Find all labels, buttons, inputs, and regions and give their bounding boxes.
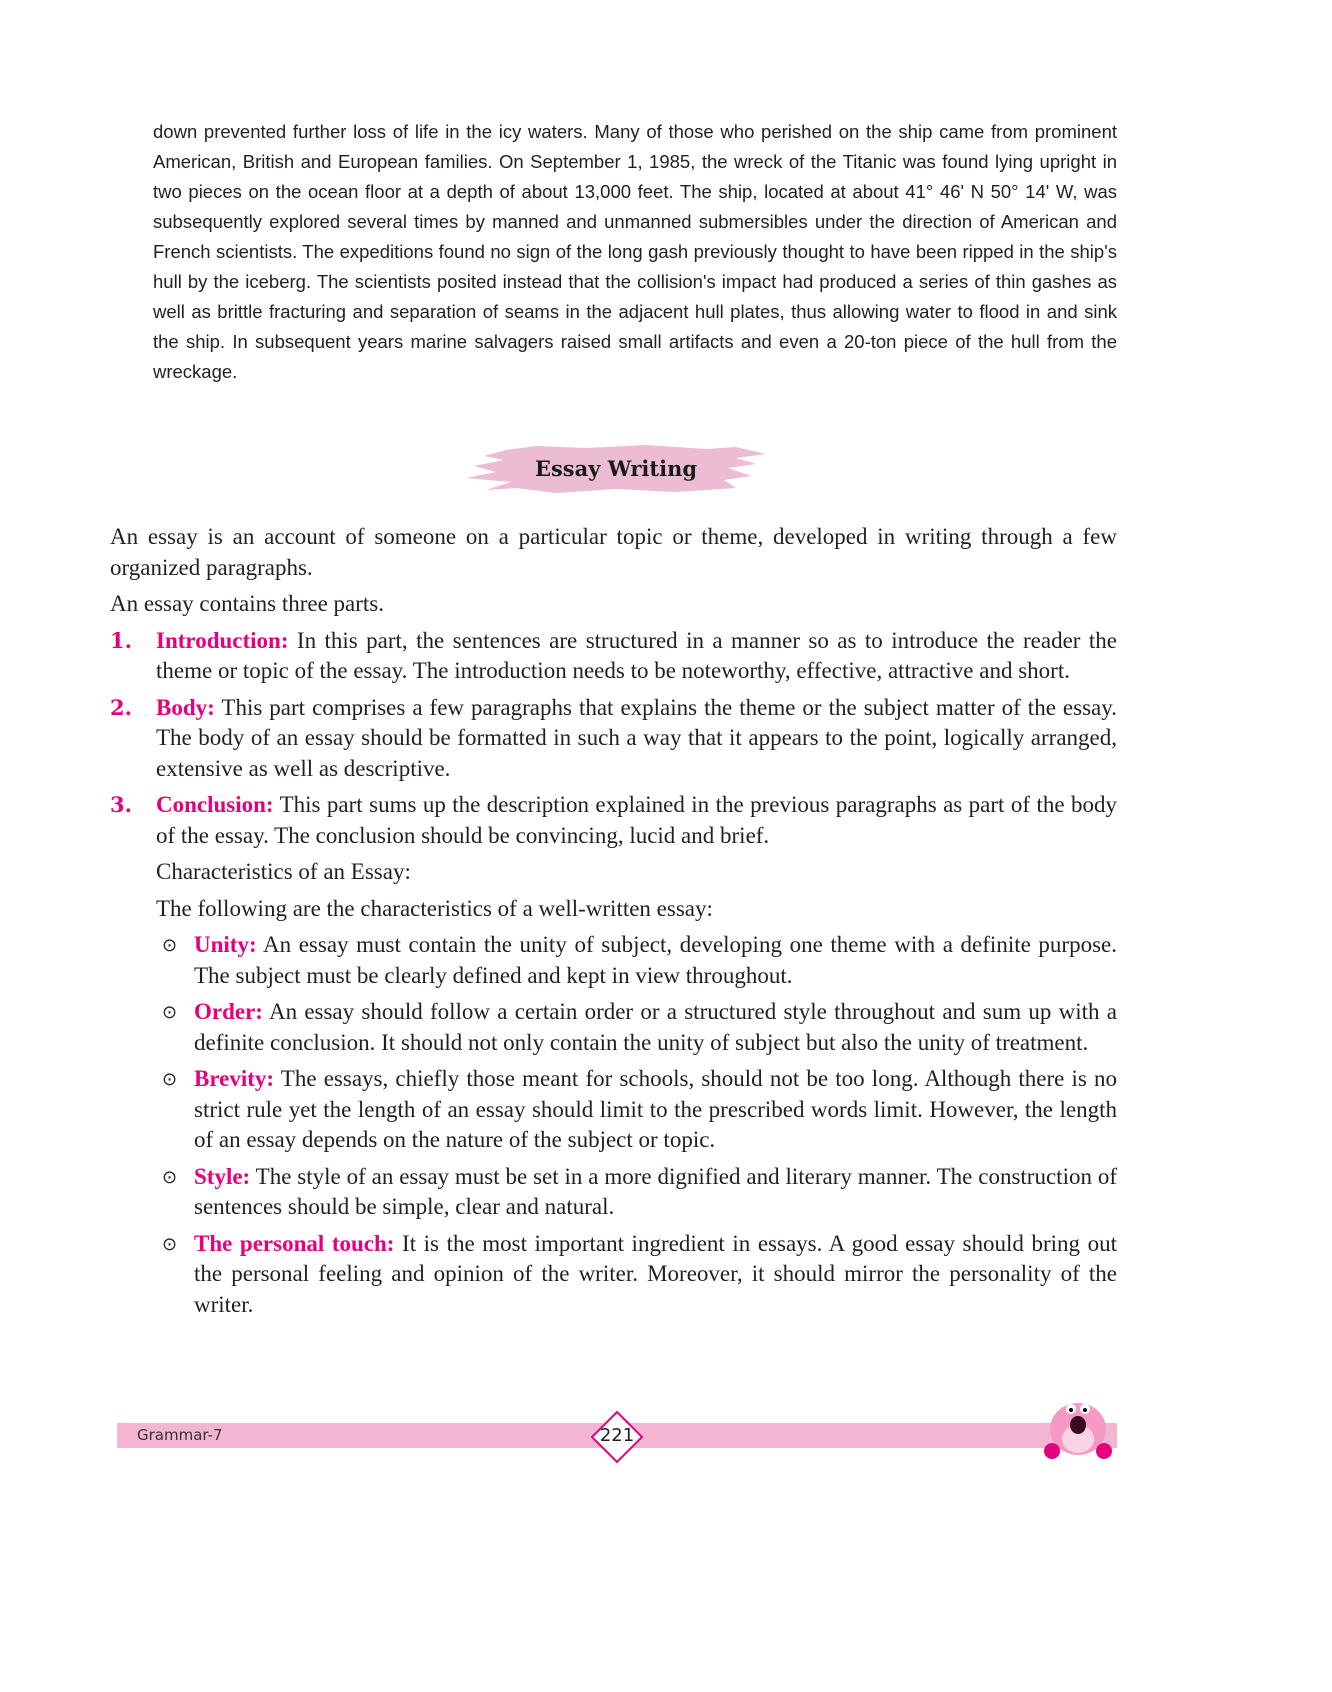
main-content [110,522,1117,1326]
characteristic-term: The personal touch: [194,1230,395,1256]
characteristic-text: An essay should follow a certain order or a structured style throughout and sum up with a definite conclusion. It should not only contain the unity of subject but also the unity of treatment. [194,999,1117,1055]
characteristic-item [162,1162,1117,1223]
parts-intro: An essay contains three parts. [110,591,385,616]
characteristic-term: Order: [194,999,263,1024]
book-title: Grammar-7 [137,1426,223,1444]
part-item [110,693,1117,785]
characteristic-text: The style of an essay must be set in a more dignified and literary manner. The construction of sentences should be simple, clear and natural. [194,1163,1117,1219]
part-number: 1. [110,627,132,653]
characteristic-item [162,930,1117,991]
part-number: 3. [110,792,132,817]
bullet-icon: ⊙ [162,935,178,955]
continued-paragraph: down prevented further loss of life in the icy waters. Many of those who perished on the ship came from prominent American, British and European families. On September 1, 1985, the wreck of the Titanic was found lying upright in two pieces on the ocean floor at a depth of about 13,000 feet. The ship, located at about 41° 46' N 50° 14' W, was subsequently explored several times by manned and unmanned submersibles under the direction of American and French scientists. The expeditions found no sign of the long gash previously thought to have been ripped in the ship's hull by the iceberg. The scientists posited instead that the collision's impact had produced a series of thin gashes as well as brittle fracturing and separation of seams in the adjacent hull plates, thus allowing water to flood in and sink the ship. In subsequent years marine salvagers raised small artifacts and even a 20-ton piece of the hull from the wreckage. [153,121,1117,382]
characteristic-term: Unity: [194,932,257,957]
part-number: 2. [110,694,132,720]
part-text: This part sums up the description explained in the previous paragraphs as part of the body of the essay. The conclusion should be convincing, lucid and brief. [156,792,1117,848]
part-term: Body: [156,694,215,720]
part-term: Introduction: [156,627,289,653]
part-term: Conclusion: [156,792,274,817]
characteristics-title: Characteristics of an Essay: [156,859,411,884]
intro-paragraph: An essay is an account of someone on a particular topic or theme, developed in writing through a few organized paragraphs. [110,524,1117,580]
section-heading-banner [466,444,766,494]
monster-mascot-icon [1038,1395,1118,1460]
characteristic-item [162,1064,1117,1156]
characteristic-item [162,1229,1117,1321]
part-text: In this part, the sentences are structured in a manner so as to introduce the reader the theme or topic of the essay. The introduction needs to be noteworthy, effective, attractive and short. [156,627,1117,683]
characteristic-text: It is the most important ingredient in essays. A good essay should bring out the personal feeling and opinion of the writer. Moreover, it should mirror the personality of the writer. [194,1230,1117,1317]
part-text: This part comprises a few paragraphs that explains the theme or the subject matter of the essay. The body of an essay should be formatted in such a way that it appears to the point, logically arranged, extensive as well as descriptive. [156,694,1117,781]
part-item [110,626,1117,687]
characteristic-term: Brevity: [194,1066,275,1091]
characteristic-text: An essay must contain the unity of subject, developing one theme with a definite purpose. The subject must be clearly defined and kept in view throughout. [194,932,1117,988]
bullet-icon: ⊙ [162,1002,178,1022]
characteristics-intro: The following are the characteristics of a well-written essay: [156,895,713,921]
heading-essay-writing: Essay Writing [534,456,698,481]
bullet-icon: ⊙ [162,1233,178,1254]
characteristic-item [162,997,1117,1058]
part-item [110,790,1117,851]
page-number: 221 [599,1425,635,1446]
bullet-icon: ⊙ [162,1166,178,1187]
characteristic-term: Style: [194,1163,251,1189]
bullet-icon: ⊙ [162,1069,178,1089]
characteristic-text: The essays, chiefly those meant for schools, should not be too long. Although there is no strict rule yet the length of an essay should limit to the prescribed words limit. However, the length of an essay depends on the nature of the subject or topic. [194,1066,1117,1152]
page-number-badge [590,1410,644,1464]
